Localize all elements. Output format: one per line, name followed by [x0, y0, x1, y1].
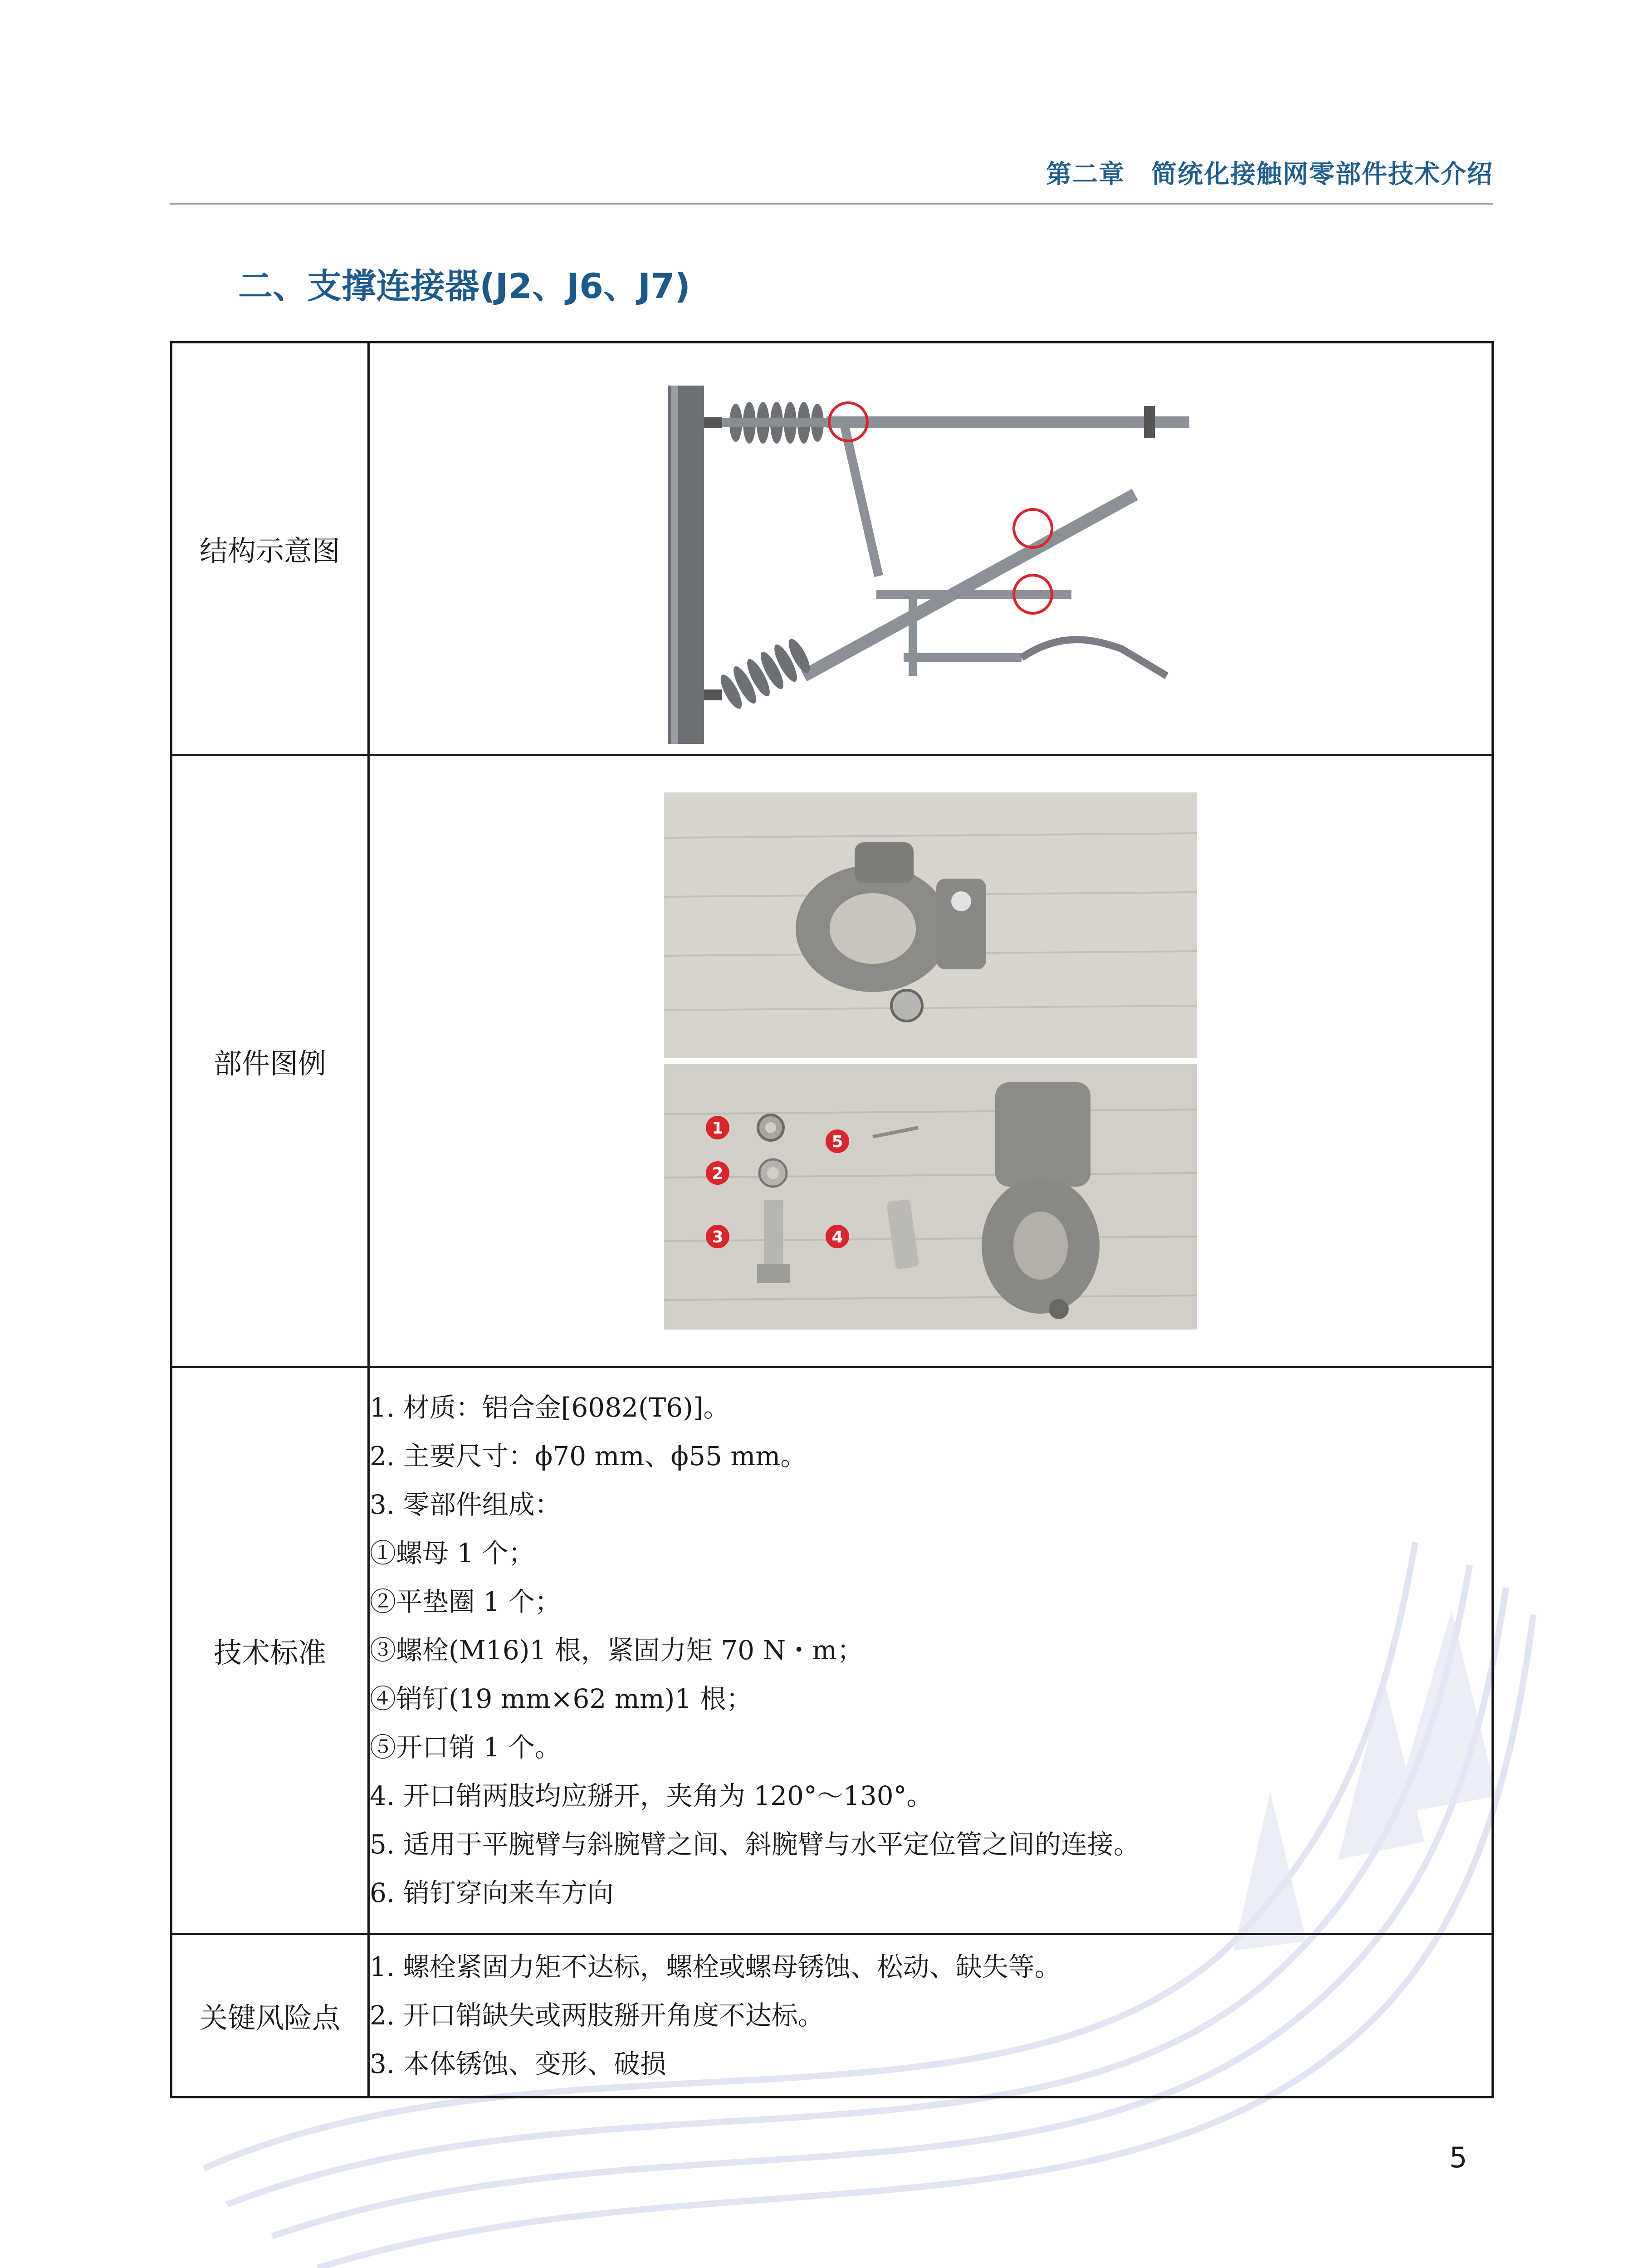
page-number: 5 [1449, 2141, 1467, 2174]
upper-insulator [704, 402, 831, 444]
tech-line: 5. 适用于平腕臂与斜腕臂之间、斜腕臂与水平定位管之间的连接。 [370, 1829, 1140, 1860]
svg-text:2: 2 [712, 1164, 724, 1183]
label-parts: 部件图例 [171, 755, 369, 1367]
tech-line: 3. 零部件组成： [370, 1489, 561, 1520]
washer-part [759, 1159, 787, 1187]
svg-text:1: 1 [712, 1119, 724, 1138]
tech-line: ⑤开口销 1 个。 [370, 1732, 561, 1763]
nut-part [758, 1115, 783, 1140]
tech-line: ④销钉(19 mm×62 mm)1 根； [370, 1683, 753, 1714]
running-header: 第二章 简统化接触网零部件技术介绍 [1046, 160, 1493, 189]
row-structure [171, 342, 1493, 755]
risk-line: 3. 本体锈蚀、变形、破损 [370, 2048, 666, 2079]
parts-photo-cell [369, 755, 1493, 1367]
marker-2 [706, 1161, 729, 1185]
header-rule [170, 203, 1493, 205]
svg-text:5: 5 [831, 1133, 843, 1151]
stay-tube [845, 426, 879, 576]
lower-insulator [704, 636, 814, 711]
risk-line: 2. 开口销缺失或两肢掰开角度不达标。 [370, 2000, 824, 2031]
steady-arm [1022, 640, 1167, 676]
tech-line: 6. 销钉穿向来车方向 [370, 1877, 614, 1908]
structure-diagram [631, 358, 1230, 748]
marker-4 [826, 1225, 849, 1248]
inclined-cantilever [804, 494, 1135, 676]
risk-line: 1. 螺栓紧固力矩不达标，螺栓或螺母锈蚀、松动、缺失等。 [370, 1951, 1061, 1982]
tech-line: 4. 开口销两肢均应掰开，夹角为 120°～130°。 [370, 1780, 933, 1811]
disassembled-parts-photo [664, 1064, 1197, 1330]
spec-table [170, 341, 1494, 2098]
steady-arm-base [904, 653, 1022, 662]
tech-line: ②平垫圈 1 个； [370, 1586, 561, 1617]
horizontal-cantilever [826, 416, 1189, 428]
marker-3 [706, 1225, 729, 1248]
mast [668, 386, 704, 744]
svg-text:3: 3 [712, 1228, 724, 1246]
tech-line: 1. 材质：铝合金[6082(T6)]。 [370, 1392, 730, 1423]
tech-line: ③螺栓(M16)1 根，紧固力矩 70 N・m； [370, 1635, 864, 1666]
row-risk [171, 1934, 1493, 2097]
registration-tube [876, 590, 1071, 599]
marker-5 [826, 1129, 849, 1153]
svg-text:4: 4 [831, 1228, 843, 1246]
risk-point-list [369, 1934, 1493, 2097]
label-structure: 结构示意图 [171, 342, 369, 755]
section-title: 二、支撑连接器(J2、J6、J7) [238, 266, 690, 306]
tech-standard-list [369, 1367, 1493, 1934]
label-tech: 技术标准 [171, 1367, 369, 1934]
row-parts [171, 755, 1493, 1367]
tech-line: ①螺母 1 个； [370, 1538, 535, 1569]
structure-diagram-cell [369, 342, 1493, 755]
row-tech [171, 1367, 1493, 1934]
connector-body-disassembled [982, 1082, 1100, 1319]
marker-1 [706, 1116, 729, 1139]
label-risk: 关键风险点 [171, 1934, 369, 2097]
tech-line: 2. 主要尺寸：ϕ70 mm、ϕ55 mm。 [370, 1441, 807, 1471]
assembled-connector-photo [664, 792, 1197, 1058]
